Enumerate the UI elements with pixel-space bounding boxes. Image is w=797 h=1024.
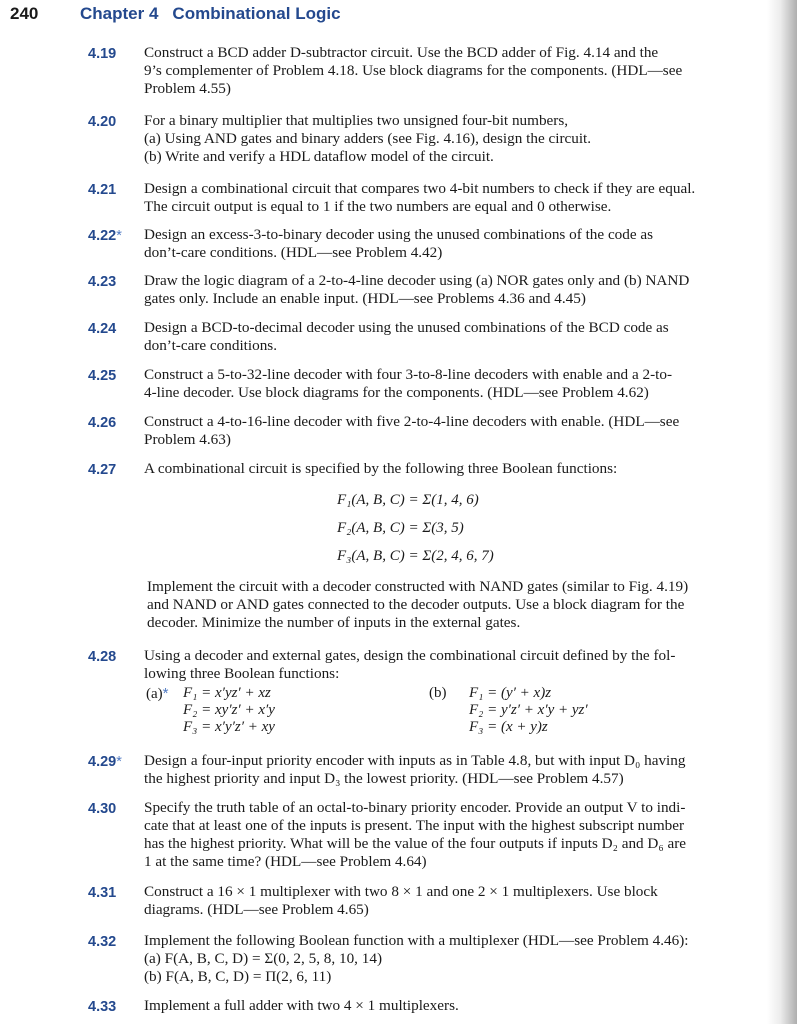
problem-4-23 xyxy=(88,272,768,308)
equation-b-f1: F₁ = (y′ + x)z xyxy=(469,685,552,701)
part-b-equations xyxy=(469,685,588,736)
text-line: For a binary multiplier that multiplies two unsigned four-bit numbers, xyxy=(144,112,569,129)
problem-number-text: 4.29 xyxy=(88,754,117,770)
problem-text xyxy=(144,272,768,308)
text-line: and NAND or AND gates connected to the decoder outputs. Use a block diagram for the xyxy=(147,596,685,613)
problem-number xyxy=(88,753,122,771)
text-line: Implement the following Boolean function with a multiplexer (HDL—see Problem 4.46): xyxy=(144,932,689,949)
text-line: Problem 4.63) xyxy=(144,431,231,448)
problem-text xyxy=(144,997,768,1015)
problem-4-28 xyxy=(88,647,768,683)
text-line: lowing three Boolean functions: xyxy=(144,665,340,682)
text-line: diagrams. (HDL—see Problem 4.65) xyxy=(144,901,369,918)
text-line: Problem 4.55) xyxy=(144,80,231,97)
problem-4-20 xyxy=(88,112,768,166)
text-line: 4-line decoder. Use block diagrams for the components. (HDL—see Problem 4.62) xyxy=(144,384,649,401)
part-a-equations xyxy=(183,685,275,736)
chapter-heading xyxy=(80,4,341,24)
problem-4-21 xyxy=(88,180,768,216)
problem-text xyxy=(144,647,768,683)
equation-a-f2: F₂ = xy′z′ + x′y xyxy=(183,702,275,718)
equation-a-f3: F₃ = x′y′z′ + xy xyxy=(183,719,275,735)
text-line: Construct a 4-to-16-line decoder with five 2-to-4-line decoders with enable. (HDL—see xyxy=(144,413,680,430)
problem-number: 4.31 xyxy=(88,885,117,901)
star-marker: * xyxy=(116,754,122,770)
problem-text xyxy=(144,366,768,402)
problem-4-31 xyxy=(88,883,768,919)
text-line: don’t-care conditions. (HDL—see Problem 4.42) xyxy=(144,244,443,261)
problem-number-text: 4.22 xyxy=(88,228,117,244)
star-marker: * xyxy=(116,228,122,244)
text-line: cate that at least one of the inputs is present. The input with the highest subscript number xyxy=(144,817,685,834)
problem-text xyxy=(144,932,768,986)
text-line: Construct a 16 × 1 multiplexer with two 8 × 1 and one 2 × 1 multiplexers. Use block xyxy=(144,883,658,900)
text-line: Implement a full adder with two 4 × 1 multiplexers. xyxy=(144,997,459,1014)
problem-text xyxy=(144,413,768,449)
text-line: decoder. Minimize the number of inputs in the external gates. xyxy=(147,614,521,631)
chapter-label: Chapter 4 xyxy=(80,4,159,23)
part-b-label: (b) xyxy=(429,685,447,701)
equation-b-f2: F₂ = y′z′ + x′y + yz′ xyxy=(469,702,588,718)
text-line: Draw the logic diagram of a 2-to-4-line decoder using (a) NOR gates only and (b) NAND xyxy=(144,272,690,289)
problem-4-19 xyxy=(88,44,768,98)
problem-text xyxy=(144,180,768,216)
problem-number: 4.30 xyxy=(88,801,117,817)
text-line: don’t-care conditions. xyxy=(144,337,277,354)
text-line: Construct a BCD adder D-subtractor circuit. Use the BCD adder of Fig. 4.14 and the xyxy=(144,44,659,61)
text-line: (a) F(A, B, C, D) = Σ(0, 2, 5, 8, 10, 14) xyxy=(144,950,383,967)
text-line: Specify the truth table of an octal-to-binary priority encoder. Provide an output V to indi- xyxy=(144,799,686,816)
page-number: 240 xyxy=(10,4,39,23)
problem-text xyxy=(144,799,768,871)
problem-text xyxy=(144,112,768,166)
problem-number: 4.28 xyxy=(88,649,117,665)
problem-number: 4.33 xyxy=(88,999,117,1015)
equation-f1: F₁(A, B, C) = Σ(1, 4, 6) xyxy=(337,492,479,508)
text-line: (a) Using AND gates and binary adders (see Fig. 4.16), design the circuit. xyxy=(144,130,592,147)
text-line: the highest priority and input D₃ the lowest priority. (HDL—see Problem 4.57) xyxy=(144,770,624,787)
text-line: The circuit output is equal to 1 if the two numbers are equal and 0 otherwise. xyxy=(144,198,612,215)
problem-4-27-instructions xyxy=(147,578,767,632)
problem-4-26 xyxy=(88,413,768,449)
problem-4-29 xyxy=(88,752,768,788)
problem-text xyxy=(144,44,768,98)
problem-4-25 xyxy=(88,366,768,402)
problem-number: 4.32 xyxy=(88,934,117,950)
problem-4-30 xyxy=(88,799,768,871)
text-line: Design a four-input priority encoder with inputs as in Table 4.8, but with input D₀ having xyxy=(144,752,686,769)
problem-4-33 xyxy=(88,997,768,1015)
problem-number xyxy=(88,227,122,245)
text-line: 9’s complementer of Problem 4.18. Use block diagrams for the components. (HDL—see xyxy=(144,62,683,79)
text-line: has the highest priority. What will be the value of the four outputs if inputs D₂ and D₆ are xyxy=(144,835,687,852)
text-line: Design a combinational circuit that compares two 4-bit numbers to check if they are equal. xyxy=(144,180,696,197)
problem-text xyxy=(144,226,768,262)
equation-a-f1: F₁ = x′yz′ + xz xyxy=(183,685,271,701)
problem-4-32 xyxy=(88,932,768,986)
problem-4-22 xyxy=(88,226,768,262)
problem-text xyxy=(144,319,768,355)
text-line: gates only. Include an enable input. (HDL—see Problems 4.36 and 4.45) xyxy=(144,290,586,307)
equation-f2: F₂(A, B, C) = Σ(3, 5) xyxy=(337,520,464,536)
problem-number: 4.27 xyxy=(88,462,117,478)
text-line: A combinational circuit is specified by the following three Boolean functions: xyxy=(144,460,618,477)
problem-text xyxy=(144,460,768,478)
equation-f3: F₃(A, B, C) = Σ(2, 4, 6, 7) xyxy=(337,548,494,564)
problem-number: 4.25 xyxy=(88,368,117,384)
text-line: (b) Write and verify a HDL dataflow model of the circuit. xyxy=(144,148,494,165)
boolean-functions-4-27 xyxy=(337,486,494,570)
part-a-label xyxy=(146,685,169,703)
text-line: Design an excess-3-to-binary decoder using the unused combinations of the code as xyxy=(144,226,654,243)
text-line: Design a BCD-to-decimal decoder using the unused combinations of the BCD code as xyxy=(144,319,669,336)
problem-4-27 xyxy=(88,460,768,478)
equation-b-f3: F₃ = (x + y)z xyxy=(469,719,548,735)
problem-number: 4.24 xyxy=(88,321,117,337)
text-line: 1 at the same time? (HDL—see Problem 4.64) xyxy=(144,853,427,870)
page-binding-shadow xyxy=(767,0,797,1024)
text-line: Construct a 5-to-32-line decoder with four 3-to-8-line decoders with enable and a 2-to- xyxy=(144,366,673,383)
problem-4-24 xyxy=(88,319,768,355)
text-line: (b) F(A, B, C, D) = Π(2, 6, 11) xyxy=(144,968,332,985)
problem-text xyxy=(144,883,768,919)
part-a-text: (a) xyxy=(146,686,163,702)
chapter-title: Combinational Logic xyxy=(172,4,341,23)
problem-number: 4.26 xyxy=(88,415,117,431)
problem-number: 4.20 xyxy=(88,114,117,130)
text-line: Implement the circuit with a decoder constructed with NAND gates (similar to Fig. 4.19) xyxy=(147,578,689,595)
text-line: Using a decoder and external gates, design the combinational circuit defined by the fol- xyxy=(144,647,676,664)
problem-number: 4.19 xyxy=(88,46,117,62)
star-marker: * xyxy=(162,685,169,702)
problem-number: 4.21 xyxy=(88,182,117,198)
problem-text xyxy=(144,752,768,788)
problem-number: 4.23 xyxy=(88,274,117,290)
